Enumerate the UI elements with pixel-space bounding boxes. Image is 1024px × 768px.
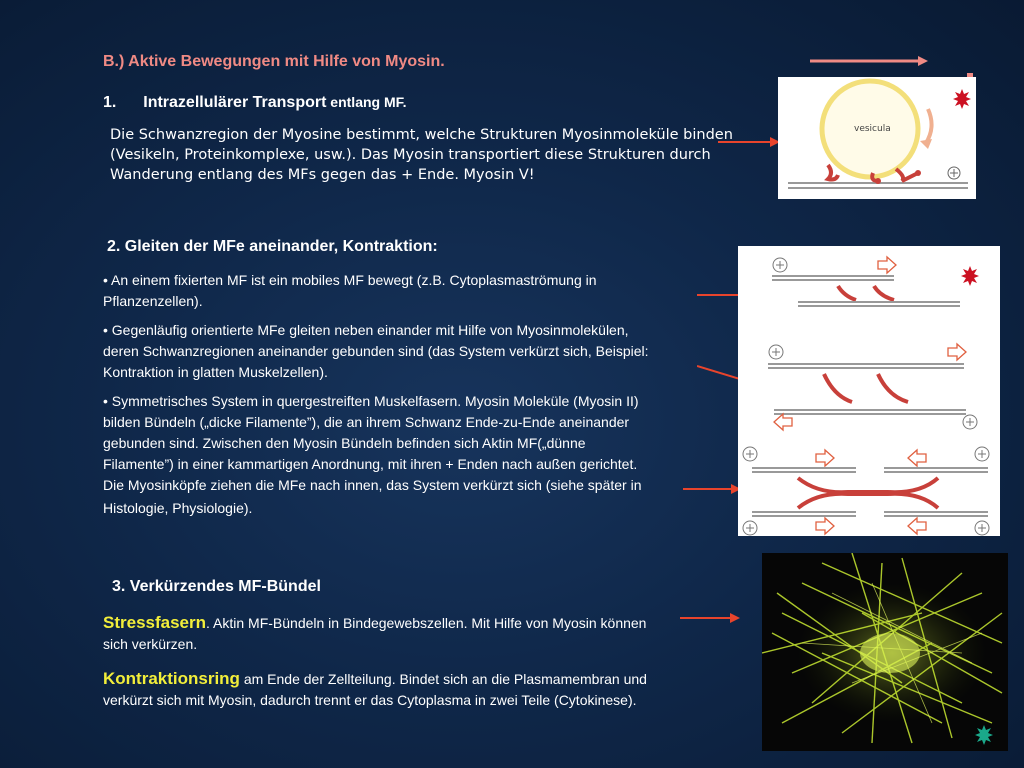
stressfasern-term: Stressfasern [103, 613, 207, 632]
part1-title [103, 94, 407, 112]
bullet-item: • Symmetrisches System in quergestreiften Muskelfasern. Myosin Moleküle (Myosin II) bilden Bündeln („dicke Filamente”), die an ihrem Schwanz Ende-zu-Ende aneinander gebunden sind. Zwischen den Myosin Bündeln befinden sich Aktin MF(„dünne Filamente”) in einer kammartigen Anordnung, mit ihren + Enden nach außen gerichtet. Die Myosinköpfe ziehen die MFe nach innen, das System verkürzt sich (siehe später in Histologie, Physiologie). [103, 393, 642, 516]
pointer-arrow-icon [683, 482, 741, 496]
sliding-filaments-figure [738, 246, 1000, 536]
top-arrow-icon [808, 53, 928, 69]
part3-paragraph-kontraktionsring: Kontraktionsring am Ende der Zellteilung. Bindet sich an die Plasmamembran und verkürzt sich mit Myosin, dadurch trennt er das Cytoplasma in zwei Teile (Cytokinese). [103, 669, 647, 708]
red-star-icon [953, 89, 971, 109]
part1-title-small: entlang MF. [326, 94, 407, 110]
bullet-item: • An einem fixierten MF ist ein mobiles MF bewegt (z.B. Cytoplasmaströmung in Pflanzenzellen). [103, 272, 597, 309]
pointer-arrow-icon [680, 611, 740, 625]
stress-fibers-micrograph [762, 553, 1008, 751]
vesicle-transport-figure [778, 77, 976, 199]
bullet-item: • Gegenläufig orientierte MFe gleiten neben einander mit Hilfe von Myosinmolekülen, deren Schwanzregionen aneinander gebunden sind (das System verkürzt sich, Beispiel: Kontraktion in glatten Muskelzellen). [103, 322, 649, 380]
teal-star-icon [975, 725, 993, 745]
part1-title-bold: Intrazellulärer Transport [143, 94, 327, 111]
part1-text [110, 125, 770, 185]
part3-title: 3. Verkürzendes MF-Bündel [112, 578, 321, 595]
vesicula-label: vesicula [854, 124, 891, 134]
part1-number: 1. [103, 94, 117, 111]
part2-bullets [103, 270, 723, 519]
part1-line: Wanderung entlang des MFs gegen das + Ende. Myosin V! [110, 167, 535, 183]
pointer-arrow-icon [718, 136, 780, 148]
part3-paragraph-stressfasern: Stressfasern. Aktin MF-Bündeln in Bindegewebszellen. Mit Hilfe von Myosin können sich verkürzen. [103, 613, 647, 652]
red-star-icon [961, 266, 979, 286]
section-title: B.) Aktive Bewegungen mit Hilfe von Myosin. [103, 53, 445, 70]
part2-title: 2. Gleiten der MFe aneinander, Kontraktion: [107, 238, 438, 255]
kontraktionsring-term: Kontraktionsring [103, 669, 240, 688]
part1-line: (Vesikeln, Proteinkomplexe, usw.). Das Myosin transportiert diese Strukturen durch [110, 147, 711, 163]
part1-line: Die Schwanzregion der Myosine bestimmt, welche Strukturen Myosinmoleküle binden [110, 127, 733, 143]
